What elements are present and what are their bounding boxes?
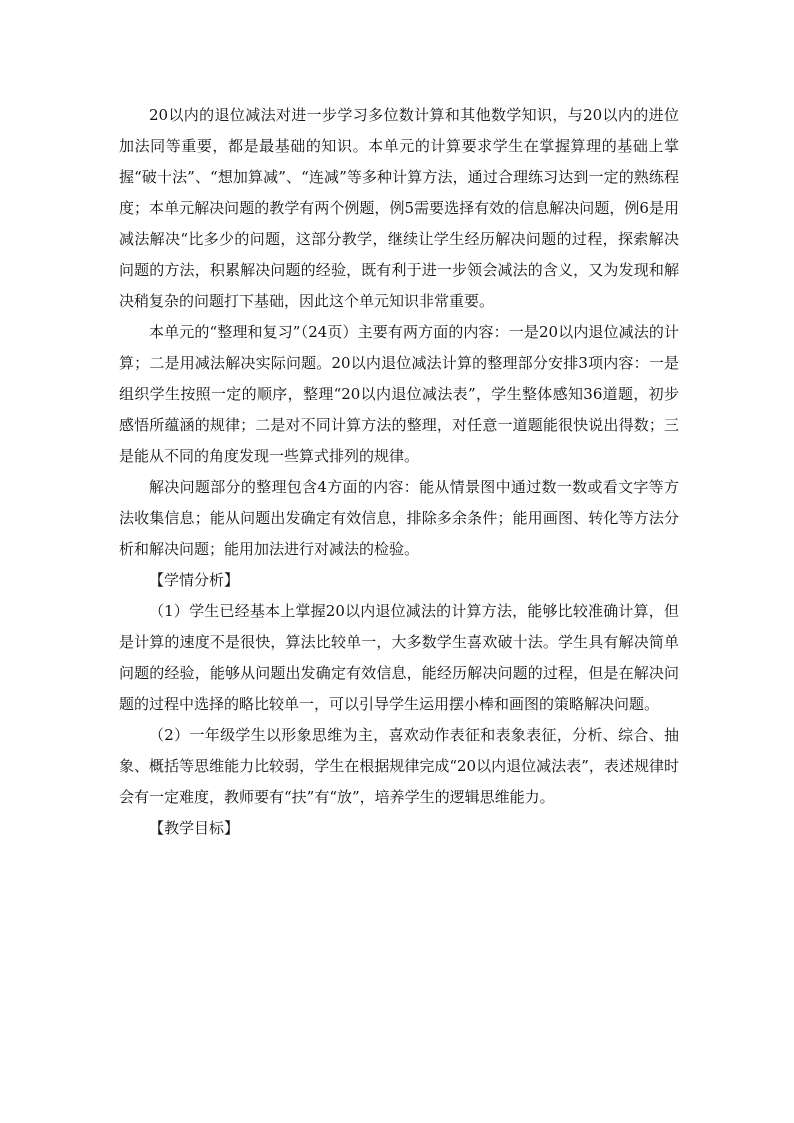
review-paragraph: 本单元的“整理和复习”（24页）主要有两方面的内容：一是20以内退位减法的计算；二是用减法解决实际问题。20以内退位减法计算的整理部分安排3项内容：一是组织学生按照一定的顺序，整理“20以内退位减法表”，学生整体感知36道题，初步感悟所蕴涵的规律；二是对不同计算方法的整理，对任意一道题能很快说出得数；三是能从不同的角度发现一些算式排列的规律。 xyxy=(119,323,679,465)
learning-analysis-item-2: （2）一年级学生以形象思维为主，喜欢动作表征和表象表征，分析、综合、抽象、概括等思维能力比较弱，学生在根据规律完成“20以内退位减法表”，表述规律时会有一定难度，教师要有“扶”有“放”，培养学生的逻辑思维能力。 xyxy=(119,726,679,806)
problem-solving-paragraph: 解决问题部分的整理包含4方面的内容：能从情景图中通过数一数或看文字等方法收集信息；能从问题出发确定有效信息，排除多余条件；能用画图、转化等方法分析和解决问题；能用加法进行对减法的检验。 xyxy=(119,478,679,558)
learning-analysis-item-1: （1）学生已经基本上掌握20以内退位减法的计算方法，能够比较准确计算，但是计算的速度不是很快，算法比较单一，大多数学生喜欢破十法。学生具有解决简单问题的经验，能够从问题出发确定有效信息，能经历解决问题的过程，但是在解决问题的过程中选择的略比较单一，可以引导学生运用摆小棒和画图的策略解决问题。 xyxy=(119,602,679,713)
document-page xyxy=(119,100,679,844)
intro-paragraph: 20以内的退位减法对进一步学习多位数计算和其他数学知识，与20以内的进位加法同等重要，都是最基础的知识。本单元的计算要求学生在掌握算理的基础上掌握“破十法”、“想加算减”、“连减”等多种计算方法，通过合理练习达到一定的熟练程度；本单元解决问题的教学有两个例题，例5需要选择有效的信息解决问题，例6是用减法解决“比多少的问题，这部分教学，继续让学生经历解决问题的过程，探索解决问题的方法，积累解决问题的经验，既有利于进一步领会减法的含义，又为发现和解决稍复杂的问题打下基础，因此这个单元知识非常重要。 xyxy=(119,106,679,310)
section-heading-teaching-goals: 【教学目标】 xyxy=(149,819,240,837)
section-heading-learning-analysis: 【学情分析】 xyxy=(149,571,240,589)
